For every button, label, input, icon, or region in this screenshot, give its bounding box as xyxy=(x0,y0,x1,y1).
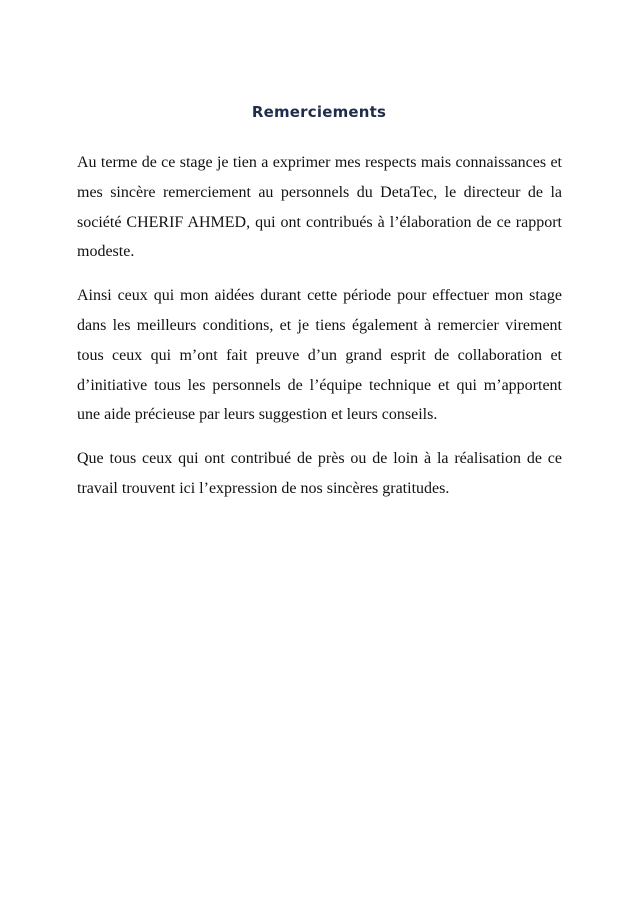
page-title: Remerciements xyxy=(251,103,387,121)
document-body xyxy=(77,148,562,518)
paragraph-3: Que tous ceux qui ont contribué de près ou de loin à la réalisation de ce travail trouvent ici l’expression de nos sincères gratitudes. xyxy=(77,450,562,497)
paragraph-1: Au terme de ce stage je tien a exprimer mes respects mais connaissances et mes sincère remerciement au personnels du DetaTec, le directeur de la société CHERIF AHMED, qui ont contribués à l’élaboration de ce rapport modeste. xyxy=(77,154,562,261)
paragraph-2: Ainsi ceux qui mon aidées durant cette période pour effectuer mon stage dans les meilleurs conditions, et je tiens également à remercier virement tous ceux qui m’ont fait preuve d’un grand esprit de collaboration et d’initiative tous les personnels de l’équipe technique et qui m’apportent une aide précieuse par leurs suggestion et leurs conseils. xyxy=(77,287,562,424)
